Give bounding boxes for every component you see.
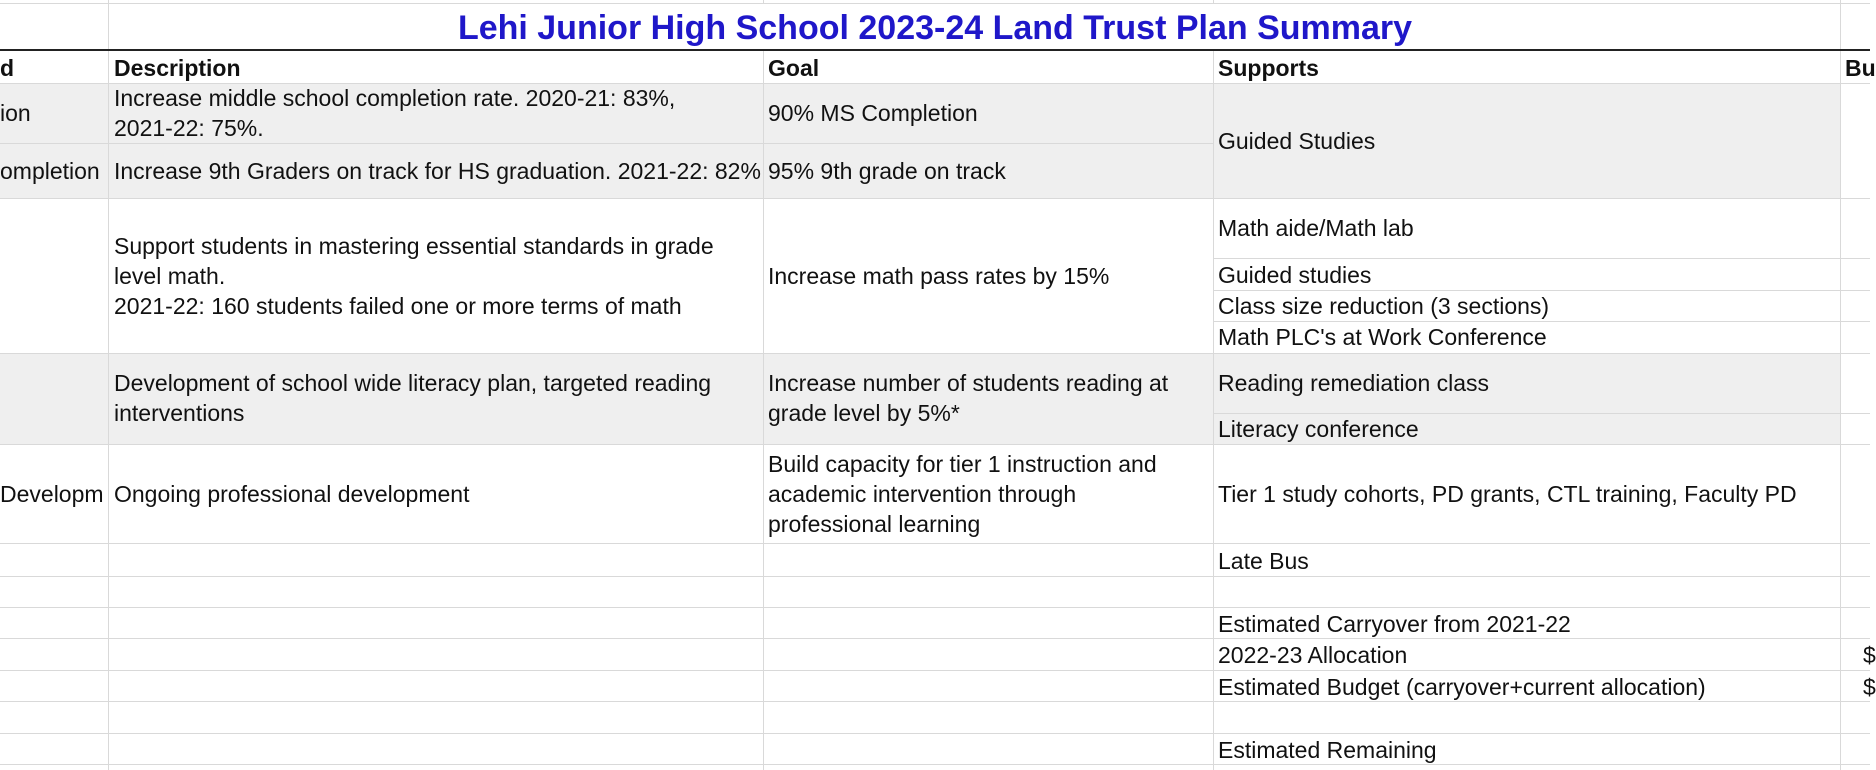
cell-supports-tier1[interactable]: Tier 1 study cohorts, PD grants, CTL training, Faculty PD <box>1218 481 1797 507</box>
cell-goal-ms-completion[interactable]: 90% MS Completion <box>768 100 978 126</box>
cell-budget-allocation[interactable]: $ <box>1863 642 1876 668</box>
cell-area-ms-completion[interactable]: ion <box>0 100 31 126</box>
header-goal[interactable]: Goal <box>768 55 820 81</box>
cell-budget-estimated[interactable]: $ <box>1863 674 1876 700</box>
cell-goal-9th-completion[interactable]: 95% 9th grade on track <box>768 158 1006 184</box>
cell-description-math[interactable]: Support students in mastering essential standards in grade level math. 2021-22: 160 students failed one or more terms of math <box>114 233 714 319</box>
cell-supports-class-size[interactable]: Class size reduction (3 sections) <box>1218 293 1550 319</box>
cell-goal-math[interactable]: Increase math pass rates by 15% <box>768 263 1110 289</box>
cell-description-9th-completion[interactable]: Increase 9th Graders on track for HS graduation. 2021-22: 82% <box>114 158 761 184</box>
cell-goal-pd[interactable]: Build capacity for tier 1 instruction and academic intervention through professional learning <box>768 451 1157 537</box>
header-budget[interactable]: Bu <box>1845 55 1876 81</box>
cell-supports-estimated-budget[interactable]: Estimated Budget (carryover+current allocation) <box>1218 674 1706 700</box>
cell-description-literacy[interactable]: Development of school wide literacy plan, targeted reading interventions <box>114 370 712 426</box>
cell-description-pd[interactable]: Ongoing professional development <box>114 481 470 507</box>
cell-supports-math-plc[interactable]: Math PLC's at Work Conference <box>1218 324 1547 350</box>
cell-supports-math-aide[interactable]: Math aide/Math lab <box>1218 215 1414 241</box>
sheet-title: Lehi Junior High School 2023-24 Land Trust Plan Summary <box>457 9 1413 47</box>
cell-supports-carryover[interactable]: Estimated Carryover from 2021-22 <box>1218 611 1571 637</box>
cell-area-9th-completion[interactable]: ompletion <box>0 158 100 184</box>
header-description[interactable]: Description <box>114 55 241 81</box>
cell-area-pd[interactable]: Developm <box>0 481 104 507</box>
cell-supports-allocation[interactable]: 2022-23 Allocation <box>1218 642 1408 668</box>
cell-supports-literacy-conference[interactable]: Literacy conference <box>1218 416 1419 442</box>
cell-supports-late-bus[interactable]: Late Bus <box>1218 548 1309 574</box>
cell-description-ms-completion[interactable]: Increase middle school completion rate. 2020-21: 83%, 2021-22: 75%. <box>114 85 676 141</box>
header-goal-area[interactable]: d <box>0 55 15 81</box>
cell-supports-estimated-remaining[interactable]: Estimated Remaining <box>1218 737 1437 763</box>
header-supports[interactable]: Supports <box>1218 55 1319 81</box>
cell-goal-literacy[interactable]: Increase number of students reading at grade level by 5%* <box>768 370 1169 426</box>
cell-supports-guided-studies[interactable]: Guided studies <box>1218 262 1372 288</box>
cell-supports-guided-studies-merged[interactable]: Guided Studies <box>1218 128 1376 154</box>
cell-supports-reading-remediation[interactable]: Reading remediation class <box>1218 370 1490 396</box>
